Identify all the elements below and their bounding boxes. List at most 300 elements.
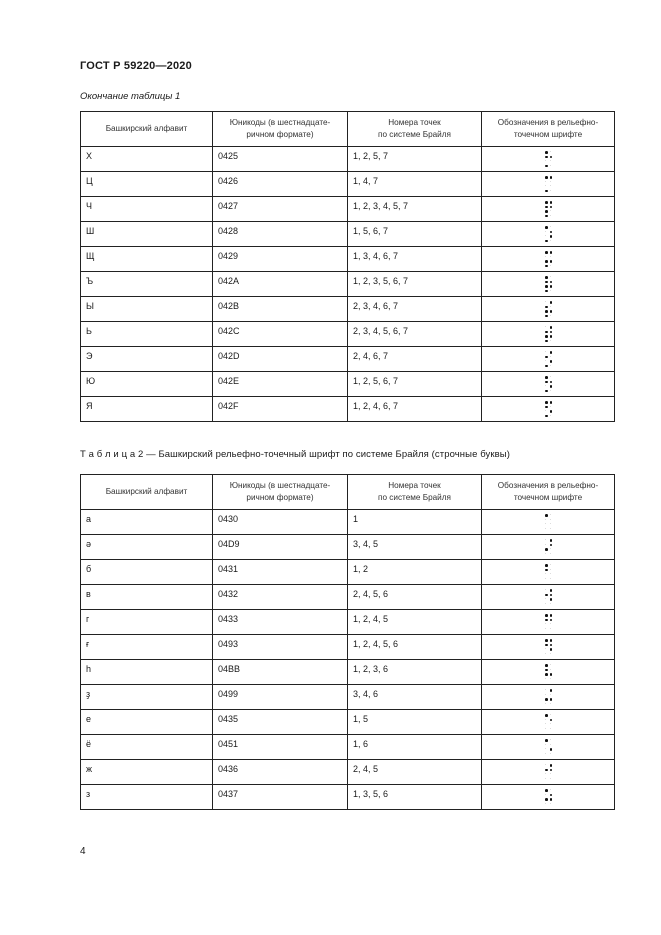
braille-cell (545, 764, 555, 784)
letter-cell: ә (81, 535, 213, 560)
unicode-cell: 0428 (213, 222, 348, 247)
braille-dot-raised (545, 165, 548, 168)
page-number: 4 (80, 846, 86, 857)
braille-dot-empty (545, 351, 546, 352)
braille-symbol-cell (482, 147, 615, 172)
braille-dot-empty (550, 628, 551, 629)
braille-dot-raised (545, 285, 548, 288)
braille-dot-raised (550, 156, 553, 159)
braille-cell (545, 689, 555, 709)
unicode-cell: 042E (213, 372, 348, 397)
braille-dot-raised (545, 569, 548, 572)
braille-dot-raised (550, 360, 553, 363)
braille-dot-empty (550, 728, 551, 729)
braille-dot-raised (550, 201, 553, 204)
braille-dot-raised (545, 548, 548, 551)
braille-dot-empty (550, 653, 551, 654)
letter-cell: һ (81, 660, 213, 685)
braille-cell (545, 614, 555, 634)
braille-dot-raised (545, 276, 548, 279)
braille-dot-empty (550, 739, 551, 740)
braille-dot-raised (550, 351, 553, 354)
braille-symbol-cell (482, 510, 615, 535)
unicode-cell: 0451 (213, 735, 348, 760)
braille-dot-empty (550, 694, 551, 695)
braille-dot-raised (545, 240, 548, 243)
unicode-cell: 0433 (213, 610, 348, 635)
braille-dot-raised (545, 698, 548, 701)
table-row (81, 347, 615, 372)
braille-dot-raised (550, 385, 553, 388)
header-alphabet: Башкирский алфавит (81, 112, 213, 147)
braille-dot-raised (550, 598, 553, 601)
braille-dot-empty (545, 160, 546, 161)
unicode-cell: 0425 (213, 147, 348, 172)
braille-dot-raised (550, 719, 553, 722)
braille-symbol-cell (482, 660, 615, 685)
braille-cell (545, 739, 555, 759)
dot-numbers-cell: 2, 4, 5, 6 (348, 585, 482, 610)
braille-dot-raised (545, 215, 548, 218)
braille-dot-raised (550, 769, 553, 772)
braille-dot-empty (550, 226, 551, 227)
table-row (81, 610, 615, 635)
braille-dot-raised (545, 315, 548, 318)
braille-dot-empty (550, 240, 551, 241)
braille-dot-empty (545, 528, 546, 529)
table-row (81, 735, 615, 760)
braille-dot-raised (550, 648, 553, 651)
braille-cell (545, 664, 555, 684)
header-unicode: Юникоды (в шестнадцате- ричном формате) (213, 475, 348, 510)
braille-dot-raised (550, 689, 553, 692)
table-row (81, 560, 615, 585)
braille-dot-raised (550, 594, 553, 597)
braille-dot-empty (545, 589, 546, 590)
table-row (81, 710, 615, 735)
braille-dot-raised (550, 619, 553, 622)
braille-dot-raised (545, 206, 548, 209)
unicode-cell: 0435 (213, 710, 348, 735)
braille-dot-empty (550, 578, 551, 579)
braille-dot-empty (550, 265, 551, 266)
braille-dot-empty (545, 181, 546, 182)
braille-cell (545, 589, 555, 609)
braille-symbol-cell (482, 535, 615, 560)
braille-dot-raised (550, 410, 553, 413)
braille-dot-empty (550, 160, 551, 161)
unicode-cell: 0432 (213, 585, 348, 610)
braille-dot-empty (550, 315, 551, 316)
braille-dot-raised (550, 285, 553, 288)
braille-dot-empty (545, 728, 546, 729)
letter-cell: г (81, 610, 213, 635)
braille-dot-raised (545, 739, 548, 742)
braille-dot-empty (545, 235, 546, 236)
braille-symbol-cell (482, 222, 615, 247)
braille-dot-raised (550, 251, 553, 254)
braille-dot-raised (545, 176, 548, 179)
braille-cell (545, 376, 555, 396)
braille-dot-raised (550, 235, 553, 238)
table-row (81, 247, 615, 272)
braille-dot-empty (550, 151, 551, 152)
braille-dot-raised (545, 644, 548, 647)
dot-numbers-cell: 1, 6 (348, 735, 482, 760)
braille-dot-raised (545, 514, 548, 517)
header-braille-symbol: Обозначения в рельефно- точечном шрифте (482, 112, 615, 147)
braille-symbol-cell (482, 322, 615, 347)
letter-cell: Ю (81, 372, 213, 397)
braille-symbol-cell (482, 197, 615, 222)
braille-dot-raised (545, 335, 548, 338)
braille-dot-empty (545, 231, 546, 232)
braille-dot-empty (545, 519, 546, 520)
braille-dot-empty (545, 256, 546, 257)
braille-symbol-cell (482, 710, 615, 735)
table1-caption: Окончание таблицы 1 (80, 91, 181, 102)
braille-cell (545, 251, 555, 271)
braille-dot-empty (550, 623, 551, 624)
dot-numbers-cell: 1, 4, 7 (348, 172, 482, 197)
table-row (81, 535, 615, 560)
table-row (81, 297, 615, 322)
braille-table-uppercase (80, 111, 615, 422)
unicode-cell: 0427 (213, 197, 348, 222)
dot-numbers-cell: 1, 5 (348, 710, 482, 735)
letter-cell: Щ (81, 247, 213, 272)
braille-dot-raised (545, 260, 548, 263)
header-dot-numbers: Номера точек по системе Брайля (348, 475, 482, 510)
braille-dot-empty (545, 778, 546, 779)
braille-dot-raised (550, 539, 553, 542)
braille-symbol-cell (482, 272, 615, 297)
braille-dot-empty (550, 723, 551, 724)
braille-cell (545, 639, 555, 659)
letter-cell: е (81, 710, 213, 735)
letter-cell: Ы (81, 297, 213, 322)
braille-dot-raised (550, 644, 553, 647)
braille-dot-raised (545, 664, 548, 667)
braille-dot-empty (550, 678, 551, 679)
braille-cell (545, 151, 555, 171)
braille-dot-raised (550, 764, 553, 767)
braille-dot-empty (550, 415, 551, 416)
unicode-cell: 042A (213, 272, 348, 297)
braille-dot-raised (550, 673, 553, 676)
document-title: ГОСТ Р 59220—2020 (80, 60, 192, 72)
dot-numbers-cell: 1, 2, 4, 6, 7 (348, 397, 482, 422)
dot-numbers-cell: 2, 4, 5 (348, 760, 482, 785)
braille-dot-raised (545, 415, 548, 418)
braille-dot-empty (550, 703, 551, 704)
braille-dot-raised (545, 769, 548, 772)
braille-dot-raised (550, 176, 553, 179)
dot-numbers-cell: 1, 2, 5, 7 (348, 147, 482, 172)
dot-numbers-cell: 1 (348, 510, 482, 535)
braille-dot-raised (545, 639, 548, 642)
table-row (81, 272, 615, 297)
braille-symbol-cell (482, 560, 615, 585)
braille-dot-empty (545, 753, 546, 754)
unicode-cell: 042D (213, 347, 348, 372)
braille-dot-empty (550, 664, 551, 665)
braille-cell (545, 401, 555, 421)
header-braille-symbol: Обозначения в рельефно- точечном шрифте (482, 475, 615, 510)
header-unicode: Юникоды (в шестнадцате- ричном формате) (213, 112, 348, 147)
braille-dot-raised (545, 265, 548, 268)
braille-dot-raised (550, 544, 553, 547)
braille-cell (545, 351, 555, 371)
braille-cell (545, 301, 555, 321)
braille-dot-empty (550, 573, 551, 574)
braille-dot-raised (550, 281, 553, 284)
braille-cell (545, 226, 555, 246)
braille-dot-empty (545, 744, 546, 745)
braille-dot-raised (550, 310, 553, 313)
braille-dot-raised (545, 673, 548, 676)
letter-cell: ж (81, 760, 213, 785)
braille-symbol-cell (482, 247, 615, 272)
braille-dot-empty (545, 360, 546, 361)
braille-dot-empty (545, 748, 546, 749)
braille-dot-raised (545, 594, 548, 597)
braille-dot-raised (545, 669, 548, 672)
braille-symbol-cell (482, 585, 615, 610)
braille-dot-empty (545, 410, 546, 411)
letter-cell: Ь (81, 322, 213, 347)
braille-cell (545, 176, 555, 196)
braille-dot-raised (550, 589, 553, 592)
table-row (81, 197, 615, 222)
braille-dot-empty (550, 190, 551, 191)
unicode-cell: 04BB (213, 660, 348, 685)
braille-dot-empty (545, 719, 546, 720)
braille-dot-empty (545, 773, 546, 774)
braille-symbol-cell (482, 610, 615, 635)
braille-dot-empty (550, 519, 551, 520)
braille-dot-empty (550, 669, 551, 670)
dot-numbers-cell: 1, 2, 4, 5 (348, 610, 482, 635)
braille-dot-empty (550, 185, 551, 186)
braille-dot-empty (550, 215, 551, 216)
table-row (81, 147, 615, 172)
dot-numbers-cell: 2, 3, 4, 6, 7 (348, 297, 482, 322)
unicode-cell: 0493 (213, 635, 348, 660)
braille-dot-raised (545, 714, 548, 717)
braille-dot-empty (545, 578, 546, 579)
dot-numbers-cell: 1, 3, 5, 6 (348, 785, 482, 810)
braille-dot-raised (550, 639, 553, 642)
unicode-cell: 042B (213, 297, 348, 322)
braille-table-lowercase (80, 474, 615, 810)
braille-dot-raised (545, 190, 548, 193)
letter-cell: Ч (81, 197, 213, 222)
table-row (81, 635, 615, 660)
braille-dot-empty (545, 678, 546, 679)
braille-dot-empty (545, 326, 546, 327)
braille-symbol-cell (482, 397, 615, 422)
unicode-cell: 0430 (213, 510, 348, 535)
braille-dot-empty (545, 694, 546, 695)
dot-numbers-cell: 3, 4, 6 (348, 685, 482, 710)
braille-dot-empty (550, 778, 551, 779)
braille-dot-raised (545, 306, 548, 309)
braille-symbol-cell (482, 347, 615, 372)
braille-dot-empty (545, 573, 546, 574)
braille-dot-empty (545, 544, 546, 545)
letter-cell: Я (81, 397, 213, 422)
braille-dot-raised (545, 365, 548, 368)
letter-cell: ҙ (81, 685, 213, 710)
braille-dot-empty (545, 703, 546, 704)
unicode-cell: 0437 (213, 785, 348, 810)
braille-dot-empty (550, 803, 551, 804)
braille-dot-empty (550, 789, 551, 790)
table-row (81, 172, 615, 197)
braille-dot-empty (550, 753, 551, 754)
braille-dot-empty (550, 548, 551, 549)
braille-dot-empty (550, 569, 551, 570)
braille-dot-empty (550, 276, 551, 277)
table-header-row (81, 475, 615, 510)
braille-dot-empty (550, 714, 551, 715)
dot-numbers-cell: 1, 3, 4, 6, 7 (348, 247, 482, 272)
braille-dot-empty (550, 306, 551, 307)
braille-dot-empty (545, 185, 546, 186)
braille-dot-empty (545, 764, 546, 765)
table-row (81, 397, 615, 422)
braille-cell (545, 514, 555, 534)
braille-cell (545, 539, 555, 559)
braille-dot-empty (550, 376, 551, 377)
braille-dot-raised (545, 310, 548, 313)
braille-dot-empty (550, 603, 551, 604)
table-row (81, 785, 615, 810)
braille-cell (545, 276, 555, 296)
braille-dot-raised (550, 614, 553, 617)
table-row (81, 760, 615, 785)
braille-dot-raised (545, 226, 548, 229)
dot-numbers-cell: 1, 2, 3, 4, 5, 7 (348, 197, 482, 222)
braille-symbol-cell (482, 685, 615, 710)
braille-dot-empty (550, 340, 551, 341)
braille-dot-raised (545, 356, 548, 359)
table-row (81, 685, 615, 710)
braille-dot-raised (550, 206, 553, 209)
table-row (81, 372, 615, 397)
unicode-cell: 0431 (213, 560, 348, 585)
dot-numbers-cell: 2, 4, 6, 7 (348, 347, 482, 372)
braille-dot-empty (550, 514, 551, 515)
braille-dot-empty (545, 648, 546, 649)
braille-dot-raised (545, 340, 548, 343)
braille-symbol-cell (482, 635, 615, 660)
table-header-row (81, 112, 615, 147)
header-alphabet: Башкирский алфавит (81, 475, 213, 510)
braille-symbol-cell (482, 785, 615, 810)
letter-cell: Х (81, 147, 213, 172)
braille-dot-raised (545, 401, 548, 404)
letter-cell: Ъ (81, 272, 213, 297)
braille-dot-raised (545, 156, 548, 159)
braille-dot-empty (550, 406, 551, 407)
braille-dot-empty (550, 365, 551, 366)
table-row (81, 222, 615, 247)
braille-dot-raised (550, 698, 553, 701)
unicode-cell: 042F (213, 397, 348, 422)
braille-dot-empty (550, 523, 551, 524)
unicode-cell: 0429 (213, 247, 348, 272)
braille-dot-empty (545, 689, 546, 690)
braille-dot-raised (545, 619, 548, 622)
braille-dot-raised (550, 331, 553, 334)
letter-cell: Э (81, 347, 213, 372)
letter-cell: в (81, 585, 213, 610)
braille-cell (545, 326, 555, 346)
dot-numbers-cell: 1, 2, 5, 6, 7 (348, 372, 482, 397)
braille-dot-empty (545, 385, 546, 386)
braille-cell (545, 714, 555, 734)
table-row (81, 585, 615, 610)
braille-dot-empty (550, 210, 551, 211)
braille-dot-raised (550, 260, 553, 263)
braille-dot-raised (545, 210, 548, 213)
dot-numbers-cell: 1, 2, 3, 5, 6, 7 (348, 272, 482, 297)
table-row (81, 660, 615, 685)
braille-dot-raised (550, 326, 553, 329)
letter-cell: Ш (81, 222, 213, 247)
braille-dot-raised (545, 290, 548, 293)
braille-dot-raised (545, 201, 548, 204)
braille-dot-raised (545, 614, 548, 617)
braille-dot-raised (550, 401, 553, 404)
braille-dot-empty (545, 553, 546, 554)
braille-dot-raised (545, 381, 548, 384)
braille-dot-raised (550, 794, 553, 797)
braille-dot-raised (550, 798, 553, 801)
braille-dot-raised (545, 390, 548, 393)
braille-dot-empty (545, 603, 546, 604)
braille-cell (545, 564, 555, 584)
unicode-cell: 0499 (213, 685, 348, 710)
braille-dot-empty (550, 773, 551, 774)
braille-dot-raised (545, 798, 548, 801)
braille-symbol-cell (482, 760, 615, 785)
braille-dot-raised (550, 381, 553, 384)
table2-caption: Т а б л и ц а 2 — Башкирский рельефно-точечный шрифт по системе Брайля (строчные буквы) (80, 449, 510, 460)
letter-cell: ё (81, 735, 213, 760)
header-dot-numbers: Номера точек по системе Брайля (348, 112, 482, 147)
braille-dot-raised (545, 406, 548, 409)
table-row (81, 510, 615, 535)
dot-numbers-cell: 1, 2, 3, 6 (348, 660, 482, 685)
braille-cell (545, 789, 555, 809)
table-row (81, 322, 615, 347)
braille-dot-empty (545, 794, 546, 795)
braille-cell (545, 201, 555, 221)
braille-dot-empty (550, 290, 551, 291)
letter-cell: а (81, 510, 213, 535)
braille-dot-empty (550, 165, 551, 166)
letter-cell: ғ (81, 635, 213, 660)
braille-dot-raised (545, 251, 548, 254)
dot-numbers-cell: 1, 2 (348, 560, 482, 585)
braille-dot-empty (545, 623, 546, 624)
unicode-cell: 042C (213, 322, 348, 347)
braille-dot-raised (545, 789, 548, 792)
braille-dot-empty (545, 598, 546, 599)
